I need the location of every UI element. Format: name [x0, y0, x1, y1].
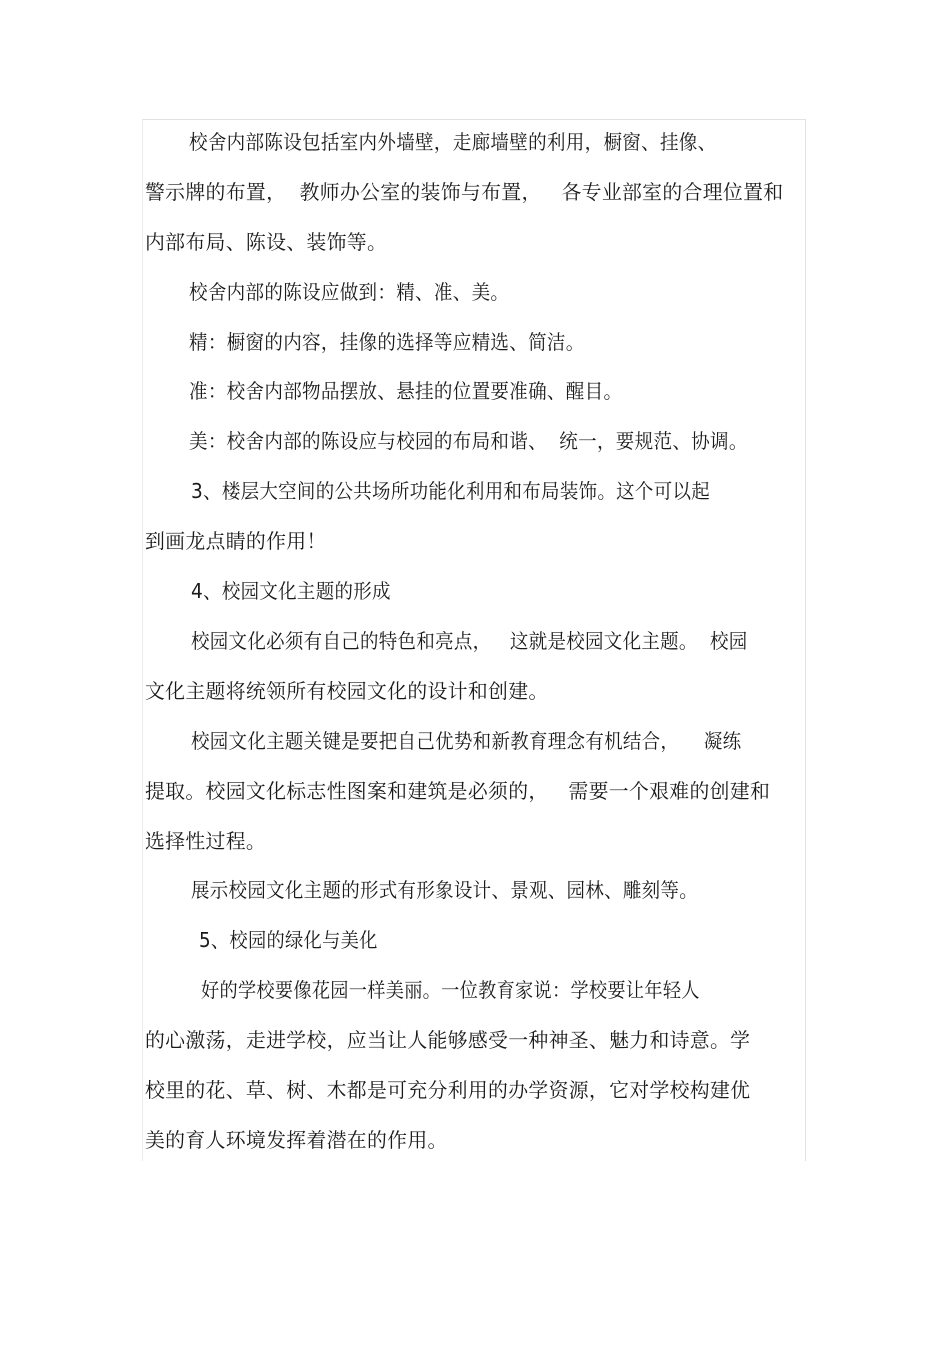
text-line: 校园文化必须有自己的特色和亮点， 这就是校园文化主题。 校园 [191, 629, 748, 653]
page-frame [142, 119, 806, 1161]
text-line: 提取。校园文化标志性图案和建筑是必须的， 需要一个艰难的创建和 [145, 779, 771, 803]
section-heading: 5、校园的绿化与美化 [199, 928, 378, 952]
text-line: 的心激荡，走进学校，应当让人能够感受一种神圣、魅力和诗意。学 [145, 1028, 751, 1052]
text-line: 到画龙点睛的作用！ [145, 529, 327, 553]
text-line: 校里的花、草、树、木都是可充分利用的办学资源，它对学校构建优 [145, 1078, 751, 1102]
text-line: 美：校舍内部的陈设应与校园的布局和谐、 统一，要规范、协调。 [189, 429, 748, 453]
text-line: 警示牌的布置， 教师办公室的装饰与布置， 各专业部室的合理位置和 [145, 180, 784, 204]
text-line: 展示校园文化主题的形式有形象设计、景观、园林、雕刻等。 [191, 878, 699, 902]
text-line: 内部布局、陈设、装饰等。 [145, 230, 388, 254]
text-line: 校舍内部的陈设应做到：精、准、美。 [189, 280, 510, 304]
text-line: 准：校舍内部物品摆放、悬挂的位置要准确、醒目。 [189, 379, 623, 403]
text-line: 选择性过程。 [145, 829, 267, 853]
text-line: 美的育人环境发挥着潜在的作用。 [145, 1128, 448, 1152]
text-line: 校园文化主题关键是要把自己优势和新教育理念有机结合， 凝练 [191, 729, 742, 753]
section-heading: 4、校园文化主题的形成 [191, 579, 391, 603]
text-line: 3、楼层大空间的公共场所功能化利用和布局装饰。这个可以起 [191, 479, 711, 503]
text-line: 文化主题将统领所有校园文化的设计和创建。 [145, 679, 549, 703]
text-line: 校舍内部陈设包括室内外墙壁，走廊墙壁的利用，橱窗、挂像、 [189, 130, 717, 154]
text-line: 好的学校要像花园一样美丽。一位教育家说：学校要让年轻人 [201, 978, 700, 1002]
text-line: 精：橱窗的内容，挂像的选择等应精选、简洁。 [189, 330, 585, 354]
